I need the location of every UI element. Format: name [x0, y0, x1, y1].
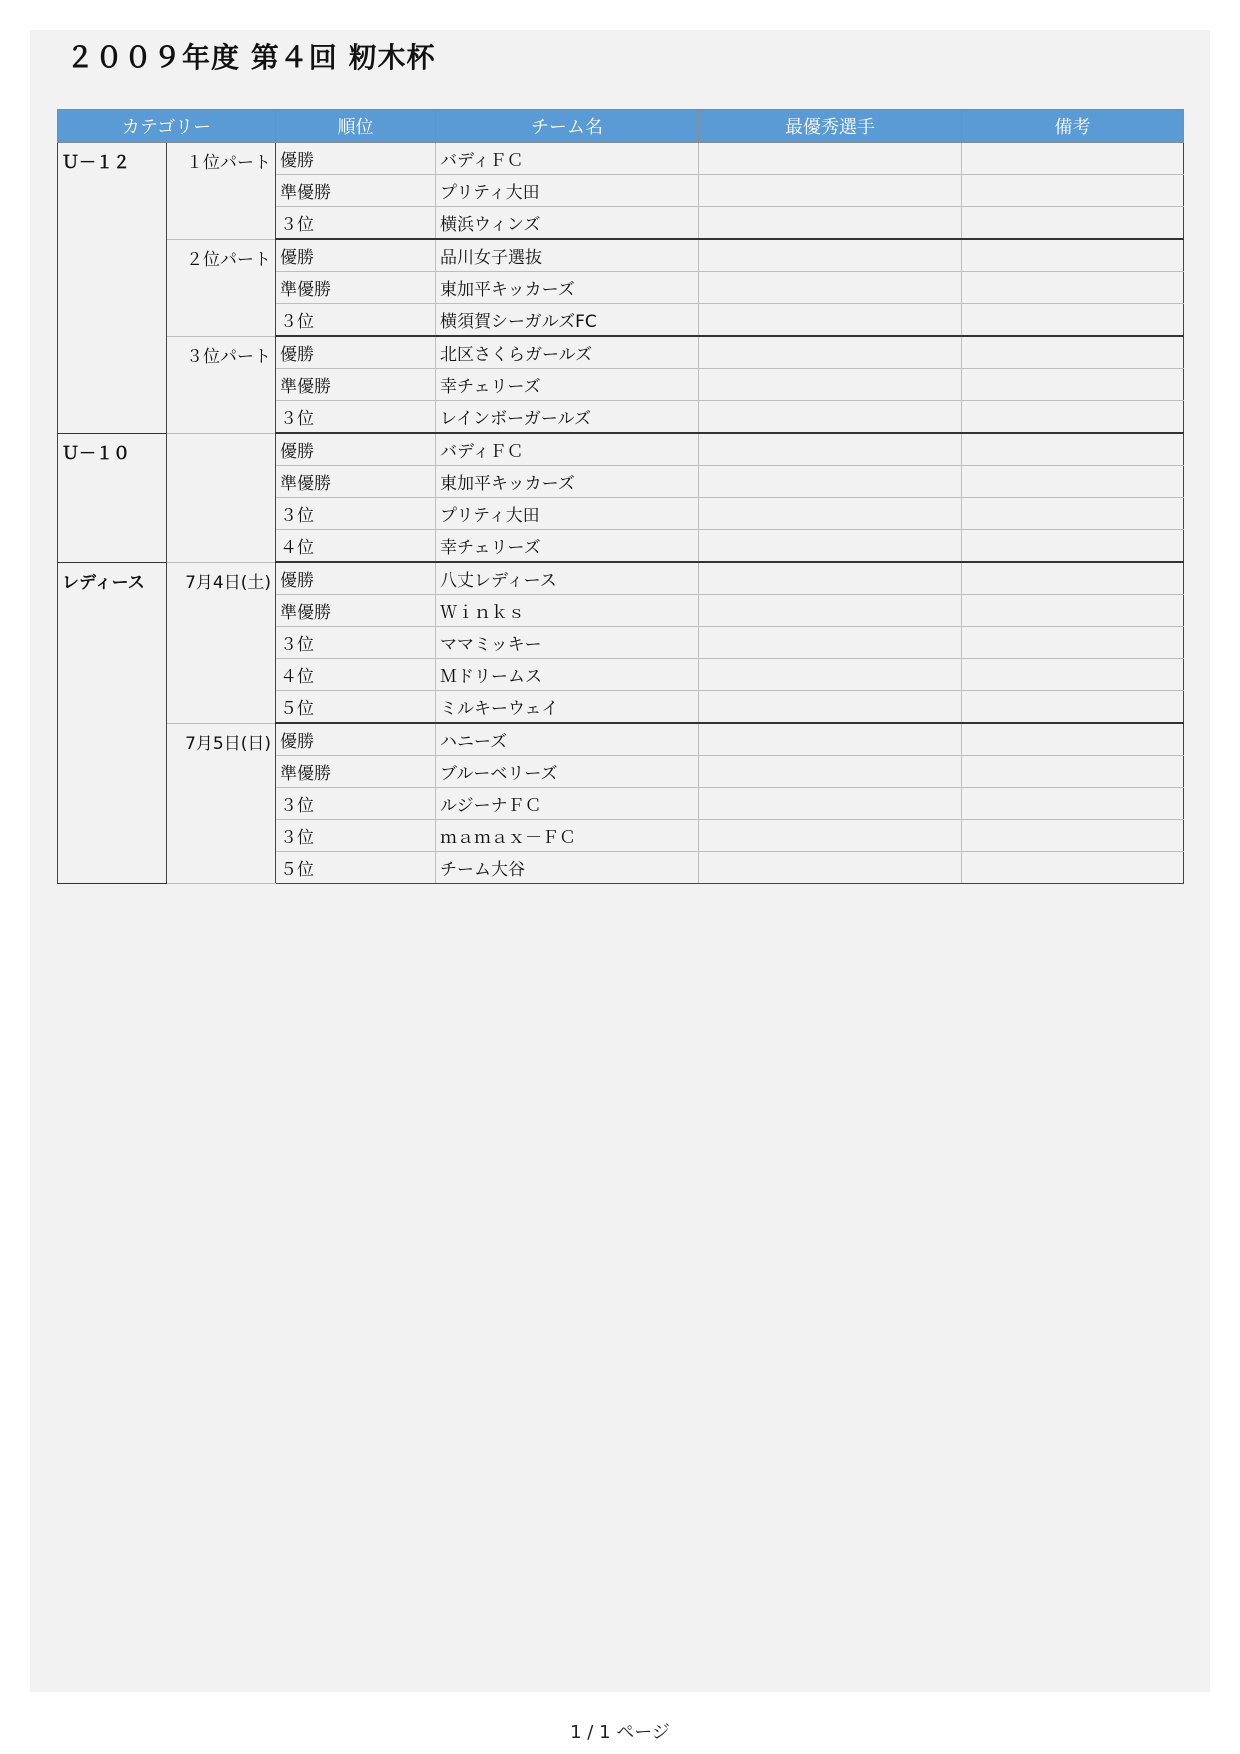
- rank-cell: ３位: [276, 820, 436, 852]
- team-cell: チーム大谷: [436, 852, 699, 884]
- team-cell: ミルキーウェイ: [436, 691, 699, 724]
- note-cell: [962, 530, 1184, 563]
- team-cell: ブルーベリーズ: [436, 756, 699, 788]
- header-team: チーム名: [436, 110, 699, 143]
- mvp-cell: [699, 756, 962, 788]
- table-row: [58, 723, 1184, 756]
- rank-cell: 優勝: [276, 239, 436, 272]
- mvp-cell: [699, 336, 962, 369]
- note-cell: [962, 627, 1184, 659]
- note-cell: [962, 562, 1184, 595]
- mvp-cell: [699, 498, 962, 530]
- mvp-cell: [699, 788, 962, 820]
- rank-cell: ３位: [276, 788, 436, 820]
- document-title: ２００９年度 第４回 籾木杯: [66, 41, 436, 74]
- note-cell: [962, 756, 1184, 788]
- mvp-cell: [699, 820, 962, 852]
- subcategory-cell: 7月5日(日): [167, 723, 276, 884]
- mvp-cell: [699, 175, 962, 207]
- table-row: [58, 336, 1184, 369]
- note-cell: [962, 788, 1184, 820]
- note-cell: [962, 207, 1184, 240]
- mvp-cell: [699, 272, 962, 304]
- note-cell: [962, 466, 1184, 498]
- rank-cell: 優勝: [276, 143, 436, 175]
- note-cell: [962, 272, 1184, 304]
- rank-cell: 優勝: [276, 562, 436, 595]
- team-cell: プリティ大田: [436, 498, 699, 530]
- team-cell: 東加平キッカーズ: [436, 466, 699, 498]
- rank-cell: 準優勝: [276, 272, 436, 304]
- header-mvp: 最優秀選手: [699, 110, 962, 143]
- team-cell: ルジーナＦＣ: [436, 788, 699, 820]
- mvp-cell: [699, 562, 962, 595]
- mvp-cell: [699, 369, 962, 401]
- note-cell: [962, 304, 1184, 337]
- mvp-cell: [699, 530, 962, 563]
- mvp-cell: [699, 595, 962, 627]
- mvp-cell: [699, 466, 962, 498]
- mvp-cell: [699, 239, 962, 272]
- mvp-cell: [699, 627, 962, 659]
- team-cell: 横浜ウィンズ: [436, 207, 699, 240]
- note-cell: [962, 336, 1184, 369]
- mvp-cell: [699, 852, 962, 884]
- rank-cell: ５位: [276, 691, 436, 724]
- mvp-cell: [699, 401, 962, 434]
- header-note: 備考: [962, 110, 1184, 143]
- subcategory-cell: ３位パート: [167, 336, 276, 433]
- rank-cell: 優勝: [276, 336, 436, 369]
- team-cell: 幸チェリーズ: [436, 530, 699, 563]
- mvp-cell: [699, 304, 962, 337]
- team-cell: バディＦＣ: [436, 433, 699, 466]
- rank-cell: 優勝: [276, 723, 436, 756]
- header-category: カテゴリー: [58, 110, 276, 143]
- rank-cell: 準優勝: [276, 175, 436, 207]
- team-cell: 幸チェリーズ: [436, 369, 699, 401]
- team-cell: Ｍドリームス: [436, 659, 699, 691]
- rank-cell: ４位: [276, 659, 436, 691]
- rank-cell: 準優勝: [276, 466, 436, 498]
- mvp-cell: [699, 691, 962, 724]
- team-cell: ｍａｍａｘ－ＦＣ: [436, 820, 699, 852]
- rank-cell: 優勝: [276, 433, 436, 466]
- team-cell: 品川女子選抜: [436, 239, 699, 272]
- note-cell: [962, 691, 1184, 724]
- table-row: [58, 433, 1184, 466]
- header-rank: 順位: [276, 110, 436, 143]
- rank-cell: 準優勝: [276, 756, 436, 788]
- note-cell: [962, 143, 1184, 175]
- subcategory-cell: [167, 433, 276, 562]
- rank-cell: ３位: [276, 498, 436, 530]
- mvp-cell: [699, 723, 962, 756]
- header-row: [58, 110, 1184, 143]
- page-sheet: [30, 30, 1210, 1692]
- results-body: [58, 143, 1184, 884]
- rank-cell: ３位: [276, 401, 436, 434]
- note-cell: [962, 723, 1184, 756]
- rank-cell: ５位: [276, 852, 436, 884]
- subcategory-cell: ２位パート: [167, 239, 276, 336]
- note-cell: [962, 175, 1184, 207]
- results-table: [57, 109, 1184, 884]
- mvp-cell: [699, 207, 962, 240]
- page-footer: 1 / 1 ページ: [570, 1722, 670, 1743]
- note-cell: [962, 659, 1184, 691]
- category-cell: Ｕ－１２: [58, 143, 167, 434]
- category-cell: Ｕ－１０: [58, 433, 167, 562]
- subcategory-cell: 7月4日(土): [167, 562, 276, 723]
- team-cell: 北区さくらガールズ: [436, 336, 699, 369]
- note-cell: [962, 239, 1184, 272]
- rank-cell: 準優勝: [276, 369, 436, 401]
- note-cell: [962, 595, 1184, 627]
- team-cell: レインボーガールズ: [436, 401, 699, 434]
- team-cell: 横須賀シーガルズFC: [436, 304, 699, 337]
- note-cell: [962, 369, 1184, 401]
- team-cell: Ｗｉｎｋｓ: [436, 595, 699, 627]
- team-cell: 八丈レディース: [436, 562, 699, 595]
- category-cell: レディース: [58, 562, 167, 884]
- rank-cell: 準優勝: [276, 595, 436, 627]
- note-cell: [962, 820, 1184, 852]
- team-cell: ハニーズ: [436, 723, 699, 756]
- table-row: [58, 143, 1184, 175]
- table-row: [58, 239, 1184, 272]
- rank-cell: ３位: [276, 207, 436, 240]
- rank-cell: ３位: [276, 304, 436, 337]
- team-cell: プリティ大田: [436, 175, 699, 207]
- mvp-cell: [699, 659, 962, 691]
- subcategory-cell: １位パート: [167, 143, 276, 240]
- team-cell: ママミッキー: [436, 627, 699, 659]
- rank-cell: ４位: [276, 530, 436, 563]
- note-cell: [962, 852, 1184, 884]
- mvp-cell: [699, 433, 962, 466]
- team-cell: 東加平キッカーズ: [436, 272, 699, 304]
- mvp-cell: [699, 143, 962, 175]
- rank-cell: ３位: [276, 627, 436, 659]
- table-row: [58, 562, 1184, 595]
- note-cell: [962, 498, 1184, 530]
- team-cell: バディＦＣ: [436, 143, 699, 175]
- note-cell: [962, 401, 1184, 434]
- note-cell: [962, 433, 1184, 466]
